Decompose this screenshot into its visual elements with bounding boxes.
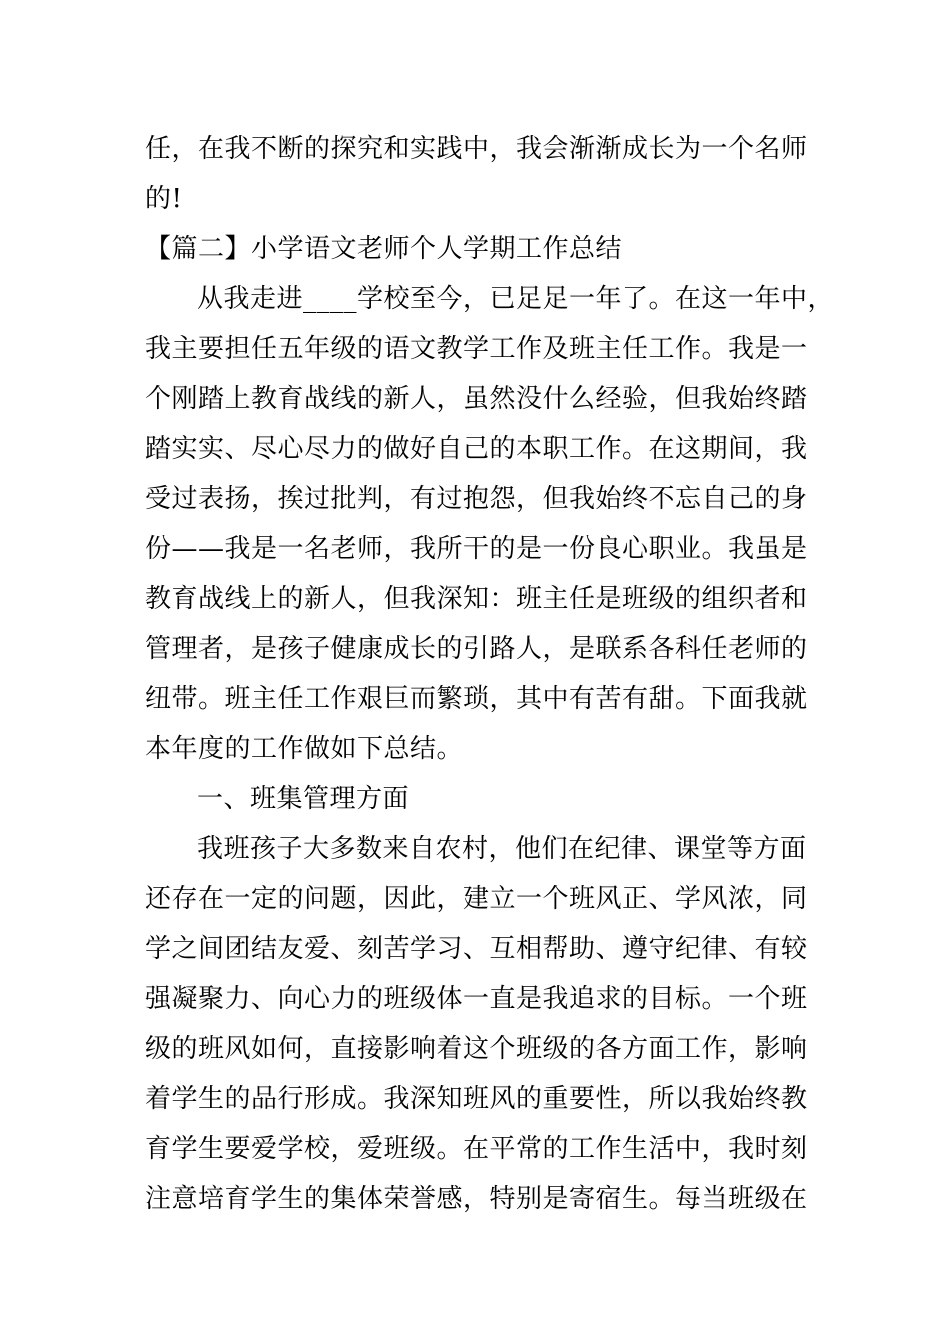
text-line-16: 还存在一定的问题，因此，建立一个班风正、学风浓，同 <box>145 884 808 914</box>
text-line-2: 的! <box>145 184 183 214</box>
subsection-heading: 一、班集管理方面 <box>197 784 410 814</box>
text-line-18: 强凝聚力、向心力的班级体一直是我追求的目标。一个班 <box>145 984 808 1014</box>
text-line-17: 学之间团结友爱、刻苦学习、互相帮助、遵守纪律、有较 <box>145 934 808 964</box>
text-line-10: 教育战线上的新人，但我深知：班主任是班级的组织者和 <box>145 584 808 614</box>
section-heading: 【篇二】小学语文老师个人学期工作总结 <box>145 234 623 264</box>
text-line-5: 我主要担任五年级的语文教学工作及班主任工作。我是一 <box>145 334 808 364</box>
text-line-9: 份——我是一名老师，我所干的是一份良心职业。我虽是 <box>145 534 808 564</box>
text-line-11: 管理者，是孩子健康成长的引路人，是联系各科任老师的 <box>145 634 808 664</box>
text-line-7: 踏实实、尽心尽力的做好自己的本职工作。在这期间，我 <box>145 434 808 464</box>
text-line-12: 纽带。班主任工作艰巨而繁琐，其中有苦有甜。下面我就 <box>145 684 808 714</box>
text-line-15: 我班孩子大多数来自农村，他们在纪律、课堂等方面 <box>197 834 807 864</box>
text-line-1: 任，在我不断的探究和实践中，我会渐渐成长为一个名师 <box>145 134 808 164</box>
text-line-20: 着学生的品行形成。我深知班风的重要性，所以我始终教 <box>145 1084 808 1114</box>
text-line-8: 受过表扬，挨过批判，有过抱怨，但我始终不忘自己的身 <box>145 484 808 514</box>
text-line-19: 级的班风如何，直接影响着这个班级的各方面工作，影响 <box>145 1034 808 1064</box>
text-line-22: 注意培育学生的集体荣誉感，特别是寄宿生。每当班级在 <box>145 1184 808 1214</box>
text-line-4: 从我走进____学校至今，已足足一年了。在这一年中， <box>197 284 835 314</box>
text-line-6: 个刚踏上教育战线的新人，虽然没什么经验，但我始终踏 <box>145 384 808 414</box>
text-line-13: 本年度的工作做如下总结。 <box>145 734 464 764</box>
text-line-21: 育学生要爱学校，爱班级。在平常的工作生活中，我时刻 <box>145 1134 808 1164</box>
